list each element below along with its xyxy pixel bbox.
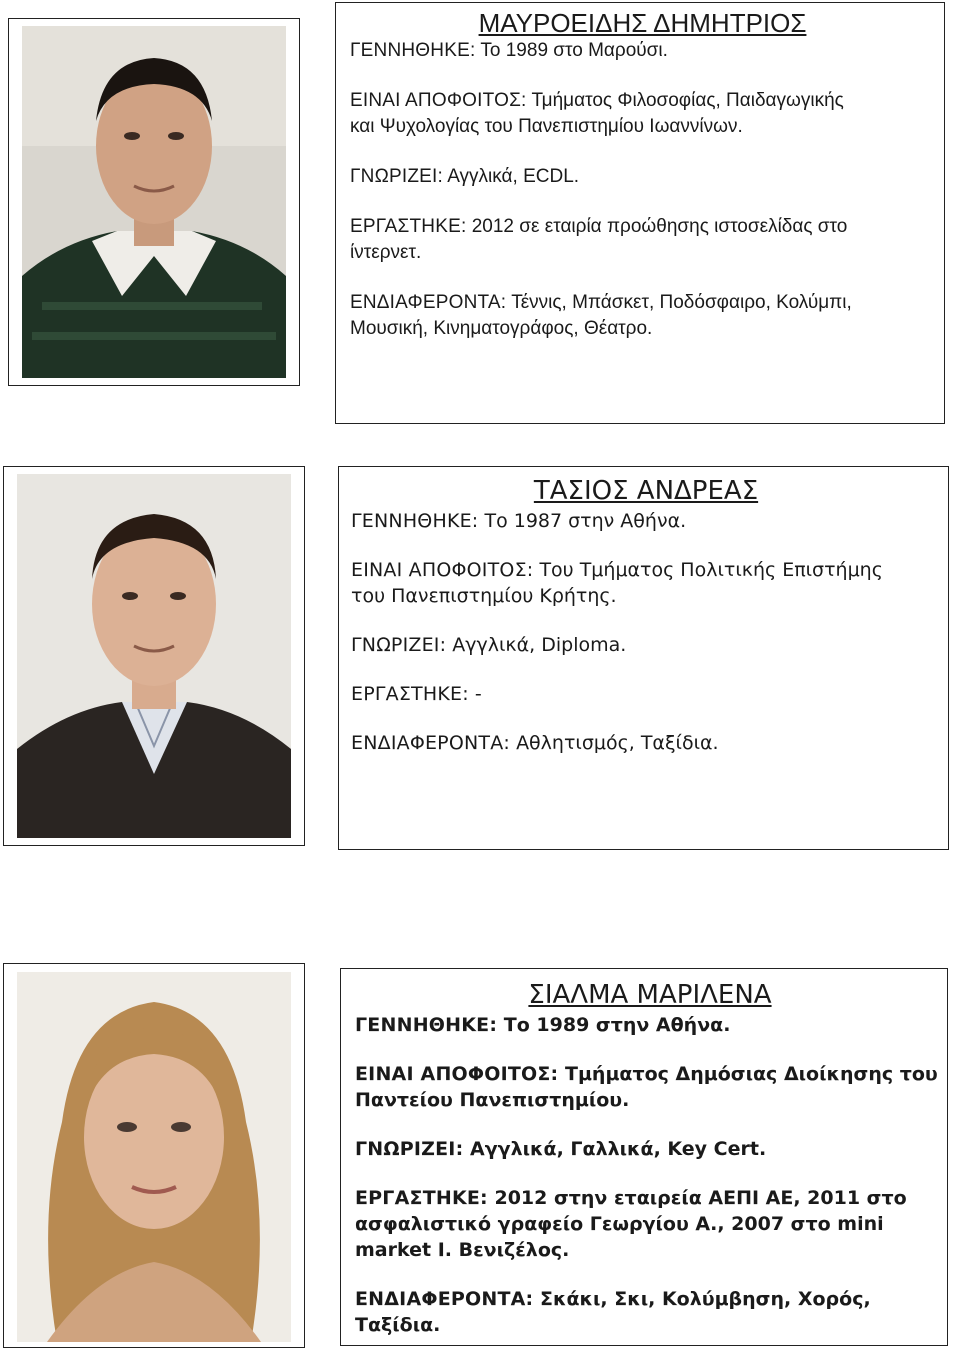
profile-photo-2 xyxy=(17,474,291,838)
languages-value: Αγγλικά, Diploma. xyxy=(452,634,627,656)
languages-label: ΓΝΩΡΙΖΕΙ: xyxy=(355,1138,464,1160)
profile-name-1: ΜΑΥΡΟΕΙΔΗΣ ΔΗΜΗΤΡΙΟΣ xyxy=(478,8,807,38)
graduate-value: Τμήματος Δημόσιας Διοίκησης του xyxy=(564,1063,938,1085)
interests-value: Τέννις, Μπάσκετ, Ποδόσφαιρο, Κολύμπι, xyxy=(511,292,852,313)
worked-value: 2012 σε εταιρία προώθησης ιστοσελίδας στο xyxy=(471,216,848,237)
languages-label: ΓΝΩΡΙΖΕΙ: xyxy=(350,166,443,187)
graduate-value: Τμήματος Φιλοσοφίας, Παιδαγωγικής xyxy=(531,90,844,111)
profile-info-2 xyxy=(351,476,941,756)
profile-name-2: ΤΑΣΙΟΣ ΑΝΔΡΕΑΣ xyxy=(533,476,759,506)
interests-label: ΕΝΔΙΑΦΕΡΟΝΤΑ: xyxy=(350,292,507,313)
graduate-value-cont: Παντείου Πανεπιστημίου. xyxy=(355,1089,630,1111)
born-label: ΓΕΝΝΗΘΗΚΕ: xyxy=(351,510,479,532)
worked-label: ΕΡΓΑΣΤΗΚΕ: xyxy=(351,683,469,705)
worked-value: 2012 στην εταιρεία ΑΕΠΙ ΑΕ, 2011 στο xyxy=(494,1187,907,1209)
interests-value-cont: Μουσική, Κινηματογράφος, Θέατρο. xyxy=(350,318,653,339)
profile-photo-1 xyxy=(22,26,286,378)
interests-label: ΕΝΔΙΑΦΕΡΟΝΤΑ: xyxy=(355,1288,534,1310)
interests-value: Αθλητισμός, Ταξίδια. xyxy=(516,732,719,754)
profile-info-1 xyxy=(350,8,935,342)
born-label: ΓΕΝΝΗΘΗΚΕ: xyxy=(355,1014,498,1036)
languages-label: ΓΝΩΡΙΖΕΙ: xyxy=(351,634,447,656)
graduate-value: Του Τμήματος Πολιτικής Επιστήμης xyxy=(539,559,883,581)
interests-label: ΕΝΔΙΑΦΕΡΟΝΤΑ: xyxy=(351,732,511,754)
languages-value: Αγγλικά, Γαλλικά, Key Cert. xyxy=(470,1138,767,1160)
graduate-label: ΕΙΝΑΙ ΑΠΟΦΟΙΤΟΣ: xyxy=(355,1063,559,1085)
born-value: Το 1989 στην Αθήνα. xyxy=(503,1014,731,1036)
profile-name-3: ΣΙΑΛΜΑ ΜΑΡΙΛΕΝΑ xyxy=(528,980,772,1010)
graduate-value-cont: του Πανεπιστημίου Κρήτης. xyxy=(351,585,617,607)
worked-label: ΕΡΓΑΣΤΗΚΕ: xyxy=(355,1187,488,1209)
graduate-label: ΕΙΝΑΙ ΑΠΟΦΟΙΤΟΣ: xyxy=(350,90,527,111)
worked-value: - xyxy=(474,683,482,705)
born-label: ΓΕΝΝΗΘΗΚΕ: xyxy=(350,40,476,61)
graduate-label: ΕΙΝΑΙ ΑΠΟΦΟΙΤΟΣ: xyxy=(351,559,534,581)
born-value: Το 1987 στην Αθήνα. xyxy=(484,510,687,532)
worked-value-cont: ασφαλιστικό γραφείο Γεωργίου Α., 2007 στο mini xyxy=(355,1213,884,1235)
graduate-value-cont: και Ψυχολογίας του Πανεπιστημίου Ιωαννίνων. xyxy=(350,116,743,137)
interests-value: Σκάκι, Σκι, Κολύμβηση, Χορός, Ταξίδια. xyxy=(355,1288,871,1336)
profile-info-3 xyxy=(355,980,945,1338)
worked-label: ΕΡΓΑΣΤΗΚΕ: xyxy=(350,216,467,237)
languages-value: Αγγλικά, ECDL. xyxy=(447,166,580,187)
born-value: Το 1989 στο Μαρούσι. xyxy=(480,40,668,61)
worked-value-cont: ίντερνετ. xyxy=(350,242,422,263)
worked-value-cont-2: market Ι. Βενιζέλος. xyxy=(355,1239,570,1261)
profile-photo-3 xyxy=(17,972,291,1342)
